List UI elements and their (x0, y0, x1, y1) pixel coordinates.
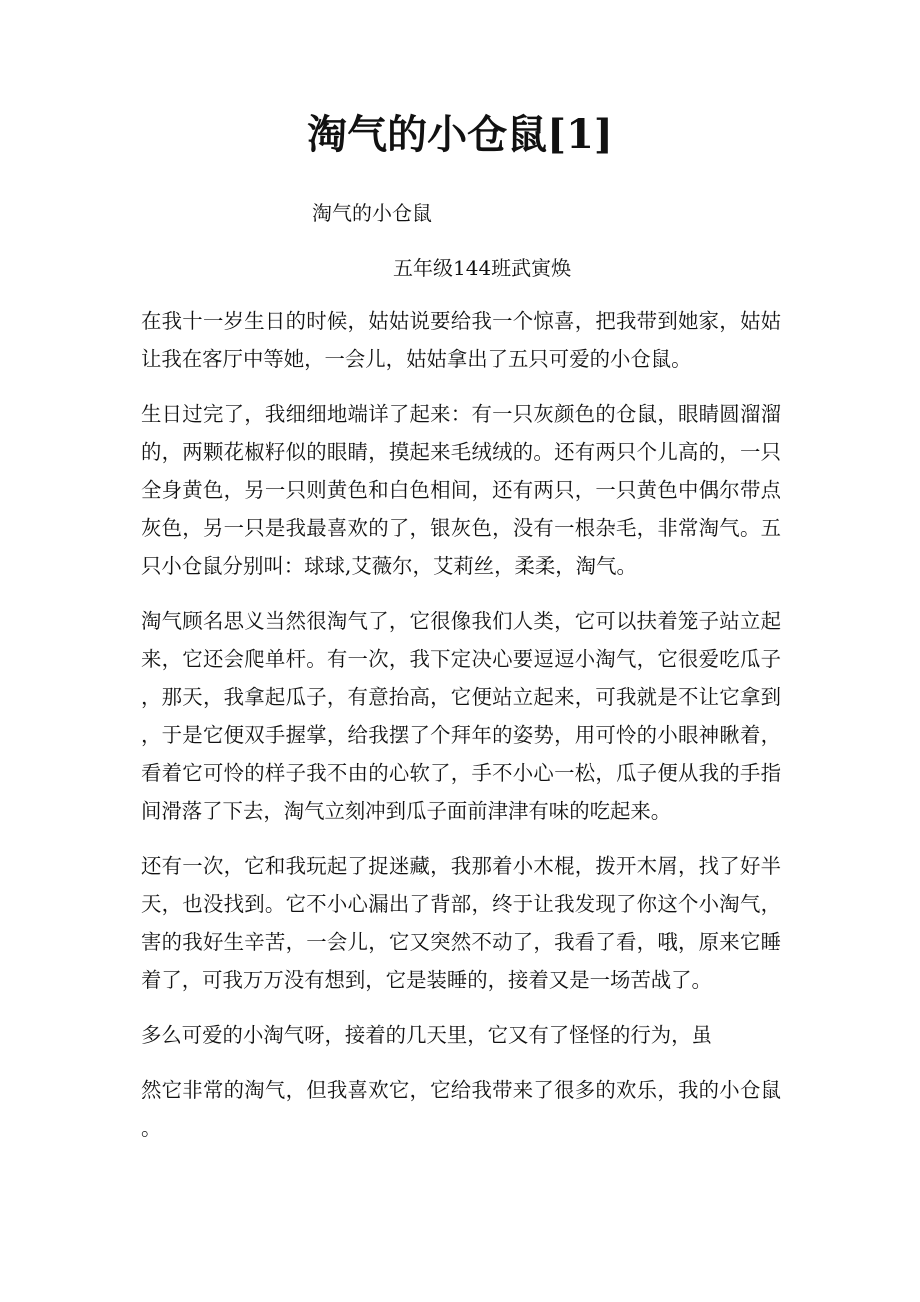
paragraph (141, 602, 781, 830)
text-line: 来，它还会爬单杆。有一次，我下定决心要逗逗小淘气，它很爱吃瓜子 (141, 647, 781, 671)
paragraph (141, 1016, 781, 1054)
text-line: 。 (141, 1116, 162, 1140)
text-line: ，那天，我拿起瓜子，有意抬高，它便站立起来，可我就是不让它拿到 (141, 685, 781, 709)
text-line: 天，也没找到。它不小心漏出了背部，终于让我发现了你这个小淘气， (141, 892, 781, 916)
document-body (141, 302, 781, 1164)
paragraph (141, 1071, 781, 1147)
text-line: 只小仓鼠分别叫：球球,艾薇尔，艾莉丝，柔柔，淘气。 (141, 554, 637, 578)
text-line: 全身黄色，另一只则黄色和白色相间，还有两只，一只黄色中偶尔带点 (141, 478, 781, 502)
text-line: 的，两颗花椒籽似的眼睛，摸起来毛绒绒的。还有两只个儿高的，一只 (141, 440, 781, 464)
author-line: 五年级144班武寅焕 (393, 256, 572, 280)
document-title: 淘气的小仓鼠[1] (307, 111, 613, 158)
text-line: 着了，可我万万没有想到，它是装睡的，接着又是一场苦战了。 (141, 968, 712, 992)
text-line: 还有一次，它和我玩起了捉迷藏，我那着小木棍，拨开木屑，找了好半 (141, 854, 781, 878)
text-line: ，于是它便双手握掌，给我摆了个拜年的姿势，用可怜的小眼神瞅着， (141, 723, 781, 747)
paragraph (141, 395, 781, 585)
text-line: 让我在客厅中等她，一会儿，姑姑拿出了五只可爱的小仓鼠。 (141, 347, 692, 371)
document-subtitle: 淘气的小仓鼠 (312, 201, 432, 225)
text-line: 害的我好生辛苦，一会儿，它又突然不动了，我看了看，哦，原来它睡 (141, 930, 781, 954)
text-line: 灰色，另一只是我最喜欢的了，银灰色，没有一根杂毛，非常淘气。五 (141, 516, 781, 540)
text-line: 生日过完了，我细细地端详了起来：有一只灰颜色的仓鼠，眼睛圆溜溜 (141, 402, 781, 426)
text-line: 然它非常的淘气，但我喜欢它，它给我带来了很多的欢乐，我的小仓鼠 (141, 1078, 781, 1102)
text-line: 淘气顾名思义当然很淘气了，它很像我们人类，它可以扶着笼子站立起 (141, 609, 781, 633)
text-line: 间滑落了下去，淘气立刻冲到瓜子面前津津有味的吃起来。 (141, 799, 672, 823)
text-line: 看着它可怜的样子我不由的心软了，手不小心一松，瓜子便从我的手指 (141, 761, 781, 785)
text-line: 多么可爱的小淘气呀，接着的几天里，它又有了怪怪的行为，虽 (141, 1023, 712, 1047)
text-line: 在我十一岁生日的时候，姑姑说要给我一个惊喜，把我带到她家，姑姑 (141, 309, 781, 333)
paragraph (141, 302, 781, 378)
paragraph (141, 847, 781, 999)
